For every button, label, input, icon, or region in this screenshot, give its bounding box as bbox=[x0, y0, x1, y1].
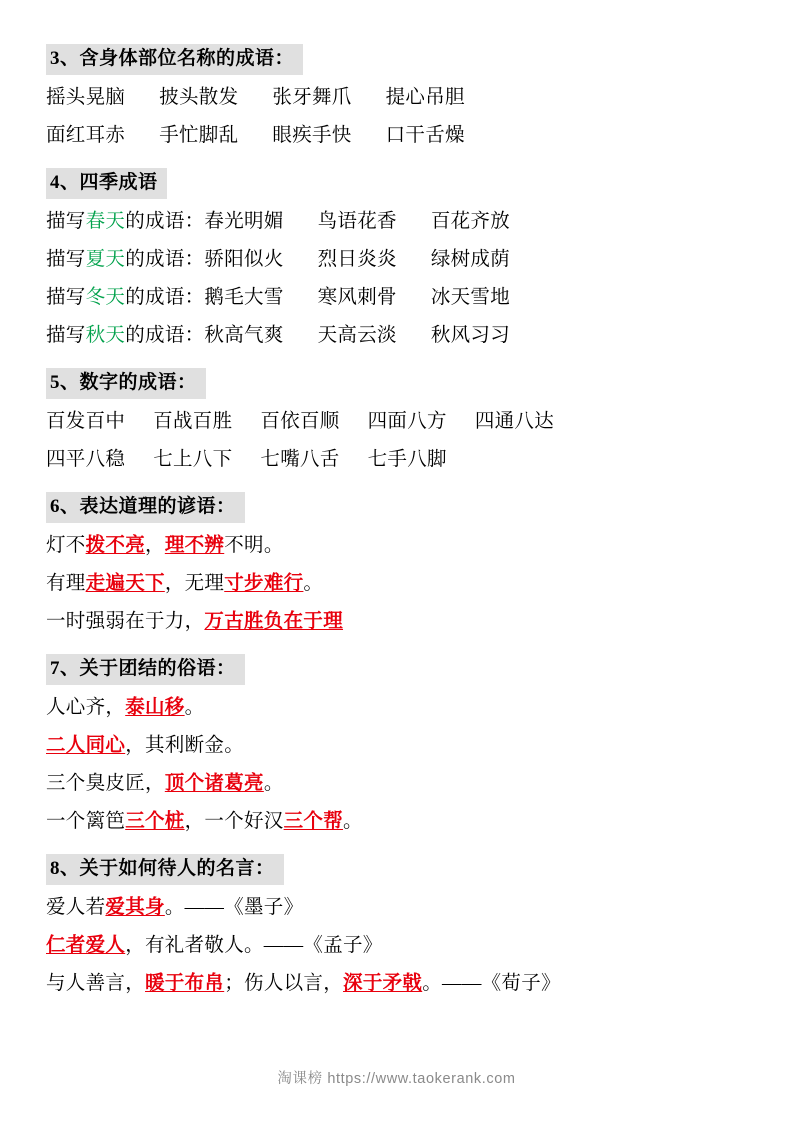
plain-text: 。——《墨子》 bbox=[164, 897, 304, 918]
section-body bbox=[46, 689, 747, 841]
highlight-text: 三个桩 bbox=[125, 811, 185, 832]
idiom-item: 披头散发 bbox=[159, 87, 239, 108]
highlight-text: 走遍天下 bbox=[85, 573, 165, 594]
season-name: 春天 bbox=[85, 211, 126, 232]
section-heading: 5、数字的成语： bbox=[46, 368, 206, 399]
content-line bbox=[46, 803, 747, 841]
highlight-text: 三个帮 bbox=[283, 811, 344, 832]
season-term: 寒风刺骨 bbox=[317, 287, 397, 308]
content-line bbox=[46, 79, 747, 117]
plain-text: ，一个好汉 bbox=[184, 811, 284, 832]
season-prefix: 描写 bbox=[46, 211, 86, 232]
idiom-item: 四平八稳 bbox=[46, 449, 126, 470]
highlight-text: 深于矛戟 bbox=[343, 973, 423, 994]
section-6 bbox=[46, 854, 747, 1003]
footer-watermark: 淘课榜 https://www.taokerank.com bbox=[277, 1071, 516, 1087]
content-line bbox=[46, 203, 747, 241]
section-body bbox=[46, 79, 747, 155]
section-body bbox=[46, 403, 747, 479]
highlight-text: 爱其身 bbox=[105, 897, 165, 918]
idiom-item: 百发百中 bbox=[46, 411, 126, 432]
section-heading: 7、关于团结的俗语： bbox=[46, 654, 245, 685]
plain-text: 人心齐， bbox=[46, 697, 126, 718]
season-term: 秋高气爽 bbox=[204, 325, 284, 346]
idiom-item: 七嘴八舌 bbox=[260, 449, 340, 470]
content-line bbox=[46, 603, 747, 641]
season-name: 夏天 bbox=[85, 249, 126, 270]
section-body bbox=[46, 889, 747, 1003]
content-line bbox=[46, 689, 747, 727]
plain-text: ， bbox=[145, 535, 165, 556]
plain-text: 一个篱笆 bbox=[46, 811, 126, 832]
season-term: 鸟语花香 bbox=[317, 211, 397, 232]
section-body bbox=[46, 203, 747, 355]
season-suffix: 的成语： bbox=[125, 325, 205, 346]
idiom-item: 摇头晃脑 bbox=[46, 87, 126, 108]
content-line bbox=[46, 965, 747, 1003]
section-4 bbox=[46, 492, 747, 641]
content-line bbox=[46, 527, 747, 565]
section-1 bbox=[46, 44, 747, 155]
content-line bbox=[46, 317, 747, 355]
season-prefix: 描写 bbox=[46, 325, 86, 346]
idiom-item: 七上八下 bbox=[153, 449, 233, 470]
content-line bbox=[46, 565, 747, 603]
season-prefix: 描写 bbox=[46, 287, 86, 308]
highlight-text: 仁者爱人 bbox=[46, 935, 126, 956]
season-term: 天高云淡 bbox=[317, 325, 397, 346]
idiom-item: 手忙脚乱 bbox=[159, 125, 239, 146]
season-prefix: 描写 bbox=[46, 249, 86, 270]
section-heading: 6、表达道理的谚语： bbox=[46, 492, 245, 523]
season-suffix: 的成语： bbox=[125, 249, 205, 270]
section-heading: 8、关于如何待人的名言： bbox=[46, 854, 284, 885]
season-name: 冬天 bbox=[85, 287, 126, 308]
season-term: 冰天雪地 bbox=[430, 287, 511, 308]
content-line bbox=[46, 927, 747, 965]
season-term: 春光明媚 bbox=[204, 211, 284, 232]
season-term: 烈日炎炎 bbox=[317, 249, 397, 270]
content-line bbox=[46, 403, 747, 441]
season-term: 骄阳似火 bbox=[204, 249, 284, 270]
plain-text: 。——《荀子》 bbox=[422, 973, 561, 994]
plain-text: 。 bbox=[343, 811, 363, 832]
idiom-item: 七手八脚 bbox=[367, 449, 447, 470]
content-line bbox=[46, 279, 747, 317]
content-line bbox=[46, 889, 747, 927]
season-suffix: 的成语： bbox=[125, 287, 205, 308]
season-term: 绿树成荫 bbox=[430, 249, 511, 270]
season-term: 鹅毛大雪 bbox=[204, 287, 284, 308]
section-heading: 3、含身体部位名称的成语： bbox=[46, 44, 303, 75]
plain-text: 不明。 bbox=[224, 535, 284, 556]
document-content bbox=[46, 44, 747, 1003]
plain-text: 灯不 bbox=[46, 535, 86, 556]
highlight-text: 拨不亮 bbox=[85, 535, 146, 556]
idiom-item: 眼疾手快 bbox=[272, 125, 352, 146]
section-body bbox=[46, 527, 747, 641]
season-term: 百花齐放 bbox=[430, 211, 511, 232]
content-line bbox=[46, 765, 747, 803]
idiom-item: 面红耳赤 bbox=[46, 125, 126, 146]
plain-text: 有理 bbox=[46, 573, 86, 594]
season-name: 秋天 bbox=[85, 325, 126, 346]
idiom-item: 张牙舞爪 bbox=[272, 87, 352, 108]
plain-text: 三个臭皮匠， bbox=[46, 773, 165, 794]
highlight-text: 寸步难行 bbox=[224, 573, 304, 594]
highlight-text: 万古胜负在于理 bbox=[204, 611, 344, 632]
section-heading: 4、四季成语 bbox=[46, 168, 167, 199]
section-2 bbox=[46, 168, 747, 355]
season-suffix: 的成语： bbox=[125, 211, 205, 232]
section-5 bbox=[46, 654, 747, 841]
content-line bbox=[46, 727, 747, 765]
section-3 bbox=[46, 368, 747, 479]
plain-text: ，其利断金。 bbox=[125, 735, 245, 756]
plain-text: 。 bbox=[303, 573, 324, 594]
plain-text: 一时强弱在于力， bbox=[46, 611, 205, 632]
plain-text: ，无理 bbox=[164, 573, 225, 594]
plain-text: 。 bbox=[263, 773, 284, 794]
plain-text: 与人善言， bbox=[46, 973, 146, 994]
idiom-item: 百战百胜 bbox=[153, 411, 233, 432]
idiom-item: 四通八达 bbox=[474, 411, 555, 432]
highlight-text: 理不辨 bbox=[164, 535, 225, 556]
highlight-text: 二人同心 bbox=[46, 735, 126, 756]
highlight-text: 暖于布帛 bbox=[145, 973, 225, 994]
content-line bbox=[46, 241, 747, 279]
plain-text: 爱人若 bbox=[46, 897, 106, 918]
content-line bbox=[46, 117, 747, 155]
plain-text: ；伤人以言， bbox=[224, 973, 344, 994]
plain-text: ，有礼者敬人。——《孟子》 bbox=[125, 935, 383, 956]
idiom-item: 四面八方 bbox=[367, 411, 447, 432]
content-line bbox=[46, 441, 747, 479]
plain-text: 。 bbox=[184, 697, 205, 718]
highlight-text: 泰山移 bbox=[125, 697, 185, 718]
idiom-item: 提心吊胆 bbox=[385, 87, 465, 108]
idiom-item: 口干舌燥 bbox=[385, 125, 465, 146]
highlight-text: 顶个诸葛亮 bbox=[164, 773, 264, 794]
idiom-item: 百依百顺 bbox=[260, 411, 340, 432]
season-term: 秋风习习 bbox=[430, 325, 511, 346]
